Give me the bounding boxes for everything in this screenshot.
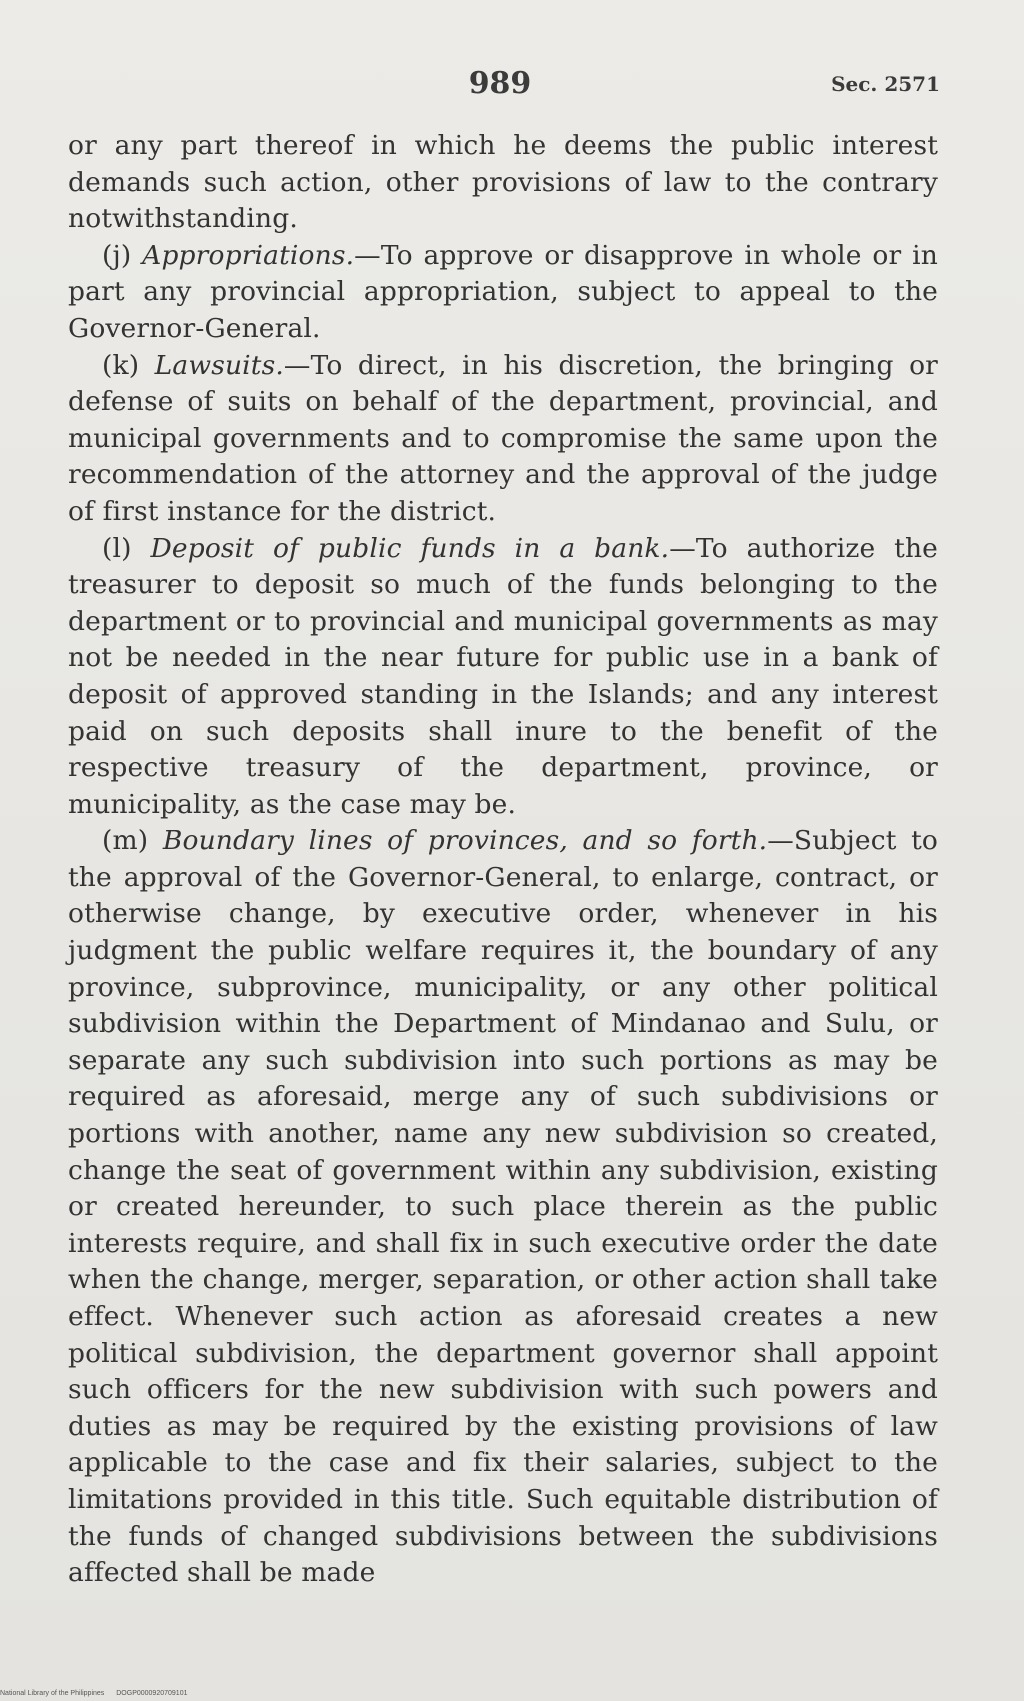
- paragraph-label: (j): [102, 239, 132, 271]
- section-reference: Sec. 2571: [831, 72, 940, 96]
- paragraph-appropriations: [68, 238, 938, 348]
- paragraph-text: —To authorize the treasurer to deposit so much of the funds belonging to the department or to provincial and municipal governments as may not be needed in the near future for public use in a bank of deposit of approved standing in the Islands; and any interest paid on such deposits shall inure to the benefit of the respective treasury of the department, province, or municipality, as the case may be.: [68, 532, 938, 820]
- document-identifier: DOGP0000920709101: [116, 1690, 188, 1697]
- page-number: 989: [468, 66, 532, 101]
- paragraph-heading: Deposit of public funds in a bank.: [150, 532, 670, 564]
- paragraph-heading: Appropriations.: [142, 239, 355, 271]
- paragraph-text: —To direct, in his discretion, the bringing or defense of suits on behalf of the department, provincial, and municipal governments and to compromise the same upon the recommendation of the attorney and the approval of the judge of first instance for the district.: [68, 349, 939, 527]
- scan-footer: [0, 1690, 197, 1697]
- paragraph-deposit-of-public-funds: [68, 531, 938, 824]
- paragraph-lawsuits: [68, 348, 938, 531]
- paragraph-label: (l): [102, 532, 132, 564]
- library-credit: National Library of the Philippines: [0, 1690, 105, 1697]
- paragraph-label: (m): [102, 825, 149, 857]
- paragraph-text: —To approve or disapprove in whole or in part any provincial appropriation, subject to appeal to the Governor-General.: [68, 239, 938, 344]
- paragraph-heading: Boundary lines of provinces, and so forth.: [162, 825, 768, 857]
- paragraph-text: —Subject to the approval of the Governor-General, to enlarge, contract, or otherwise change, by executive order, whenever in his judgment the public welfare requires it, the boundary of any province, subprovince, municipality, or any other political subdivision within the Department of Mindanao and Sulu, or separate any such subdivision into such portions as may be required as aforesaid, merge any of such subdivisions or portions with another, name any new subdivision so created, change the seat of government within any subdivision, existing or created hereunder, to such place therein as the public interests require, and shall fix in such executive order the date when the change, merger, separation, or other action shall take effect. Whenever such action as aforesaid creates a new political subdivision, the department governor shall appoint such officers for the new subdivision with such powers and duties as may be required by the existing provisions of law applicable to the case and fix their salaries, subject to the limitations provided in this title. Such equitable distribution of the funds of changed subdivisions between the subdivisions affected shall be made: [68, 825, 939, 1589]
- page-header: [60, 66, 940, 110]
- continuation-paragraph: or any part thereof in which he deems the public interest demands such action, other provisions of law to the contrary notwithstanding.: [68, 130, 938, 235]
- paragraph-heading: Lawsuits.: [154, 349, 284, 381]
- body-text: [68, 128, 938, 1592]
- paragraph-boundary-lines: [68, 823, 938, 1591]
- paragraph-label: (k): [102, 349, 140, 381]
